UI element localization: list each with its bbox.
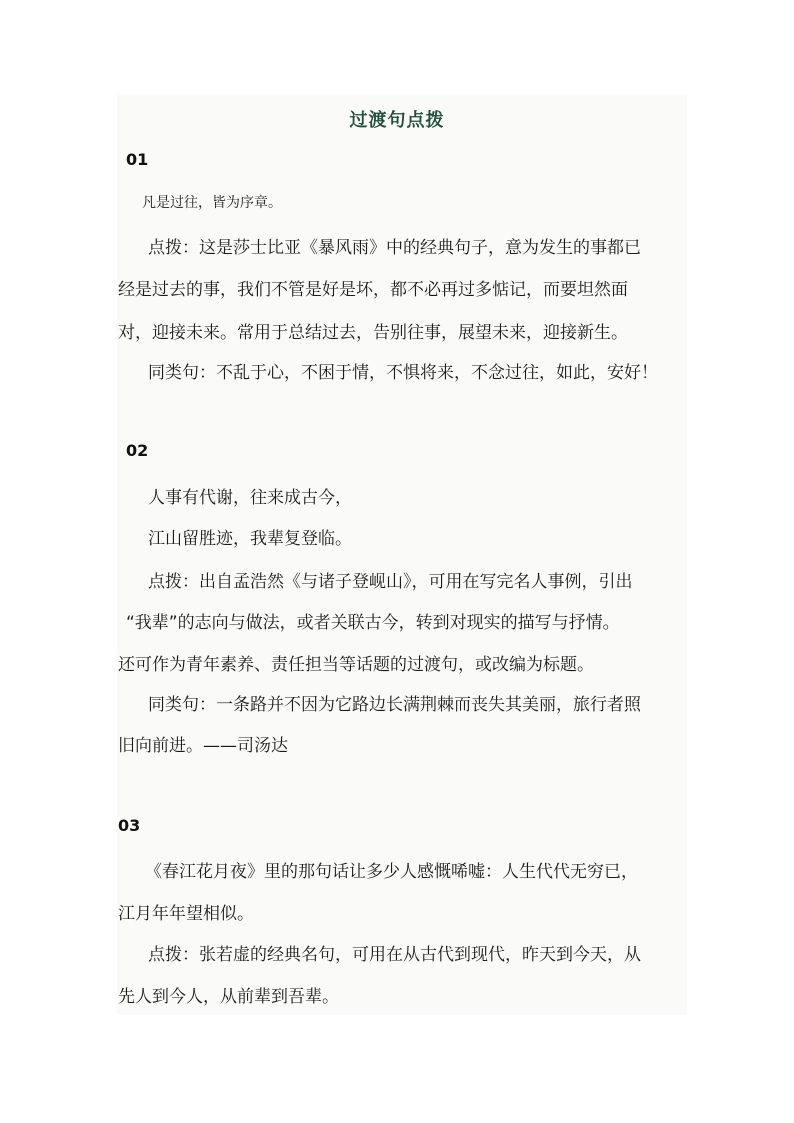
section-01-line-4: 对，迎接未来。常用于总结过去，告别往事，展望未来，迎接新生。	[118, 323, 628, 343]
section-02-line-1: 人事有代谢，往来成古今，	[148, 488, 352, 508]
section-03-line-3: 点拨：张若虚的经典名句，可用在从古代到现代，昨天到今天，从	[148, 945, 641, 965]
section-number-03: 03	[118, 816, 141, 835]
section-01-line-3: 经是过去的事，我们不管是好是坏，都不必再过多惦记，而要坦然面	[118, 280, 628, 300]
document-title: 过渡句点拨	[349, 110, 445, 131]
section-03-line-2: 江月年年望相似。	[118, 904, 254, 924]
section-02-line-2: 江山留胜迹，我辈复登临。	[148, 529, 352, 549]
section-02-line-4: “我辈”的志向与做法，或者关联古今，转到对现实的描写与抒情。	[126, 613, 620, 633]
section-02-line-7: 旧向前进。——司汤达	[118, 736, 288, 756]
section-number-02: 02	[126, 441, 149, 460]
section-02-line-3: 点拨：出自孟浩然《与诸子登岘山》，可用在写完名人事例，引出	[148, 572, 633, 592]
section-01-line-2: 点拨：这是莎士比亚《暴风雨》中的经典句子，意为发生的事都已	[148, 238, 641, 258]
section-03-line-4: 先人到今人，从前辈到吾辈。	[118, 987, 339, 1007]
section-02-line-6: 同类句：一条路并不因为它路边长满荆棘而丧失其美丽，旅行者照	[148, 695, 641, 715]
section-number-01: 01	[126, 150, 149, 169]
section-01-line-1: 凡是过往，皆为序章。	[142, 195, 282, 211]
section-01-line-5: 同类句：不乱于心，不困于情，不惧将来，不念过往，如此，安好！	[148, 363, 658, 383]
section-03-line-1: 《春江花月夜》里的那句话让多少人感慨唏嘘：人生代代无穷已，	[145, 862, 638, 882]
section-02-line-5: 还可作为青年素养、责任担当等话题的过渡句，或改编为标题。	[118, 655, 594, 675]
